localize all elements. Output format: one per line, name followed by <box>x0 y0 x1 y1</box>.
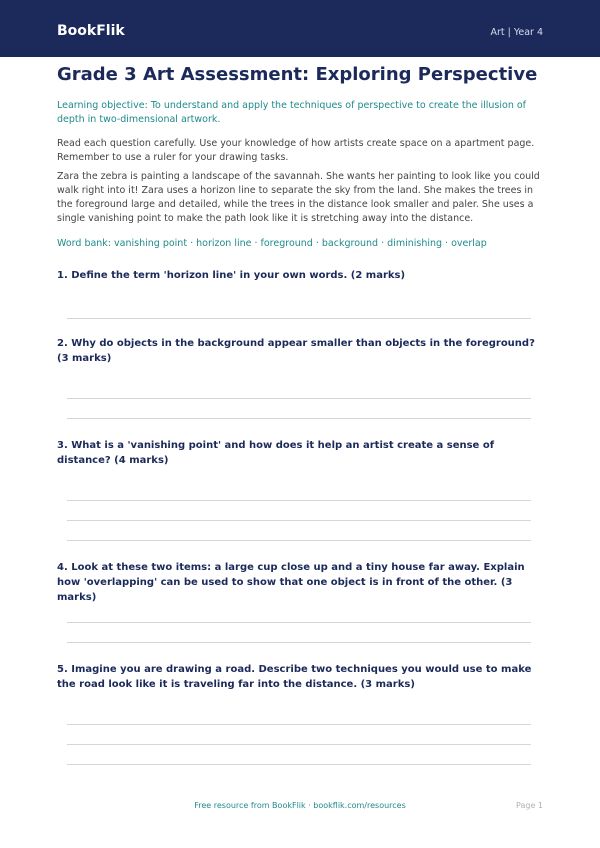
story-passage: Zara the zebra is painting a landscape of the savannah. She wants her painting to look like you could walk right into it! Zara uses a horizon line to separate the sky from the land. She makes the trees in the foreground large and detailed, while the trees in the distance look smaller and paler. She uses a single vanishing point to make the path look like it is stretching away into the distance. <box>57 171 540 224</box>
subject-label: Art | Year 4 <box>490 27 543 38</box>
word-bank: Word bank: vanishing point · horizon line · foreground · background · diminishing · overlap <box>57 238 487 249</box>
answer-line[interactable] <box>67 500 531 501</box>
answer-line[interactable] <box>67 764 531 765</box>
question-1: 1. Define the term 'horizon line' in your own words. (2 marks) <box>57 270 406 281</box>
question-3: 3. What is a 'vanishing point' and how does it help an artist create a sense of distance? (4 marks) <box>57 440 495 466</box>
page-number: Page 1 <box>516 801 543 810</box>
answer-line[interactable] <box>67 398 531 399</box>
answer-line[interactable] <box>67 520 531 521</box>
brand-logo[interactable]: BookFlik <box>57 23 125 39</box>
answer-line[interactable] <box>67 418 531 419</box>
answer-line[interactable] <box>67 744 531 745</box>
instructions: Read each question carefully. Use your knowledge of how artists create space on a apartment page. Remember to use a ruler for your drawing tasks. <box>57 138 535 163</box>
answer-line[interactable] <box>67 622 531 623</box>
question-4: 4. Look at these two items: a large cup close up and a tiny house far away. Explain how 'overlapping' can be used to show that one object is in front of the other. (3 marks) <box>57 562 525 603</box>
answer-line[interactable] <box>67 540 531 541</box>
question-2: 2. Why do objects in the background appear smaller than objects in the foreground? (3 marks) <box>57 338 535 364</box>
footer-credit[interactable]: Free resource from BookFlik · bookflik.com/resources <box>194 801 406 810</box>
page-header <box>0 0 600 57</box>
answer-line[interactable] <box>67 318 531 319</box>
answer-line[interactable] <box>67 642 531 643</box>
answer-line[interactable] <box>67 724 531 725</box>
question-5: 5. Imagine you are drawing a road. Describe two techniques you would use to make the road look like it is traveling far into the distance. (3 marks) <box>57 664 532 690</box>
page-title: Grade 3 Art Assessment: Exploring Perspective <box>57 64 538 85</box>
learning-objective: Learning objective: To understand and apply the techniques of perspective to create the illusion of depth in two-dimensional artwork. <box>57 100 527 125</box>
